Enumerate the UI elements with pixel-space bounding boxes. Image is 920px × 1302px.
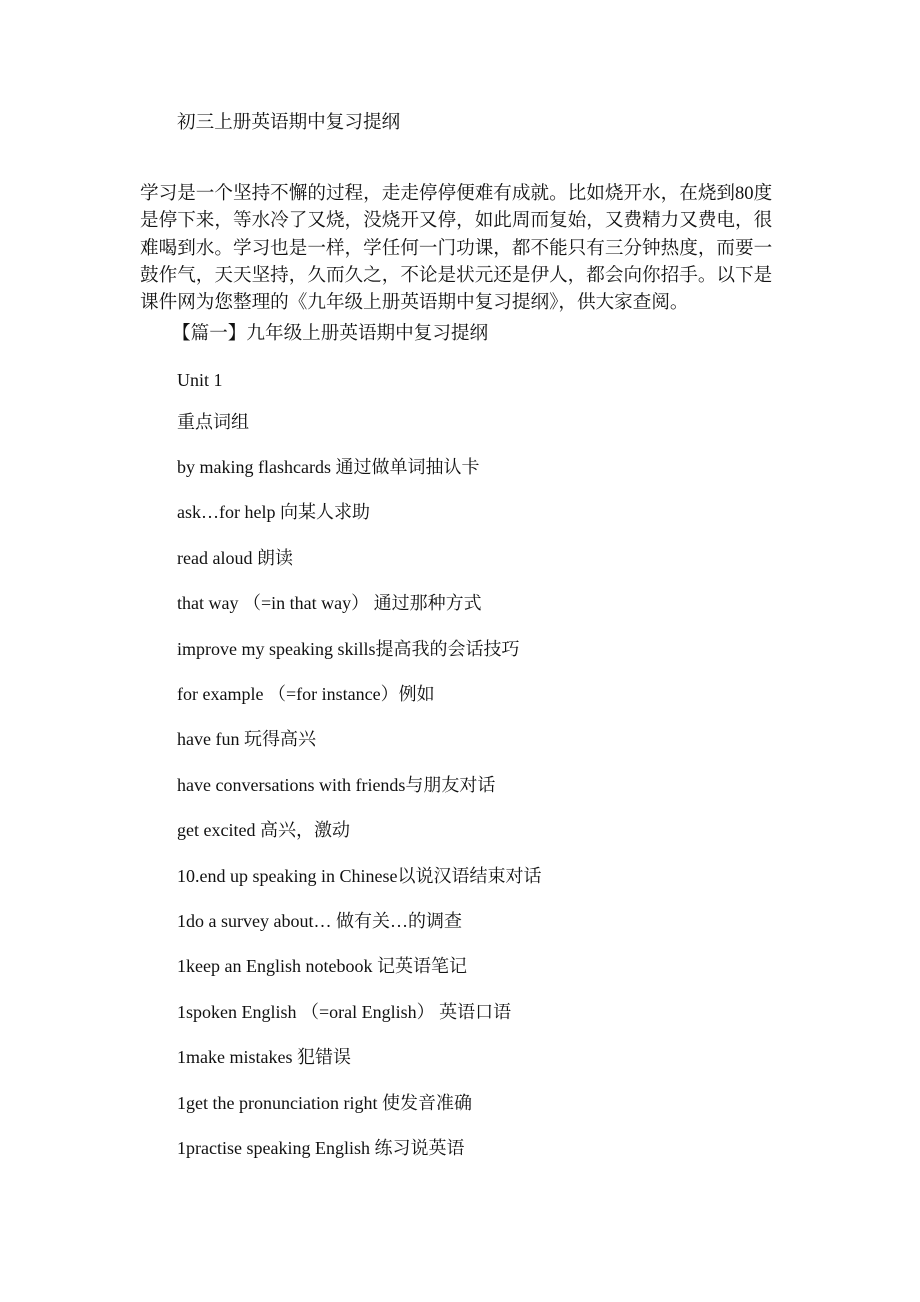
intro-paragraph — [140, 180, 780, 316]
document-title: 初三上册英语期中复习提纲 — [177, 112, 401, 133]
phrase-item: have fun 玩得高兴 — [177, 729, 316, 750]
phrase-item: read aloud 朗读 — [177, 547, 293, 568]
phrase-item: 1do a survey about… 做有关…的调查 — [177, 911, 462, 931]
phrase-item: get excited 高兴，激动 — [177, 820, 350, 841]
phrase-item: by making flashcards 通过做单词抽认卡 — [177, 457, 480, 477]
phrase-item: ask…for help 向某人求助 — [177, 502, 370, 523]
intro-line: 学习是一个坚持不懈的过程，走走停停便难有成就。比如烧开水，在烧到80度 — [140, 183, 773, 204]
phrase-item: 1get the pronunciation right 使发音准确 — [177, 1092, 472, 1113]
phrase-item: 10.end up speaking in Chinese以说汉语结束对话 — [177, 865, 542, 886]
phrase-item: 1keep an English notebook 记英语笔记 — [177, 956, 467, 977]
intro-line: 是停下来，等水冷了又烧，没烧开又停，如此周而复始，又费精力又费电，很 — [140, 210, 773, 232]
intro-line: 课件网为您整理的《九年级上册英语期中复习提纲》，供大家查阅。 — [140, 292, 689, 314]
intro-line: 鼓作气，天天坚持，久而久之，不论是状元还是伊人，都会向你招手。以下是 — [140, 264, 773, 286]
section-heading: 【篇一】九年级上册英语期中复习提纲 — [172, 323, 489, 344]
phrase-item: improve my speaking skills提高我的会话技巧 — [177, 638, 520, 659]
intro-line: 难喝到水。学习也是一样，学任何一门功课，都不能只有三分钟热度，而要一 — [140, 237, 773, 259]
phrase-item: have conversations with friends与朋友对话 — [177, 774, 496, 795]
subheading: 重点词组 — [177, 412, 249, 432]
phrase-item: 1practise speaking English 练习说英语 — [177, 1138, 465, 1158]
unit-heading: Unit 1 — [177, 370, 223, 390]
phrase-item: 1spoken English （=oral English） 英语口语 — [177, 1001, 512, 1022]
phrase-item: for example （=for instance）例如 — [177, 684, 435, 704]
phrase-item: that way （=in that way） 通过那种方式 — [177, 593, 482, 614]
phrase-item: 1make mistakes 犯错误 — [177, 1047, 351, 1068]
